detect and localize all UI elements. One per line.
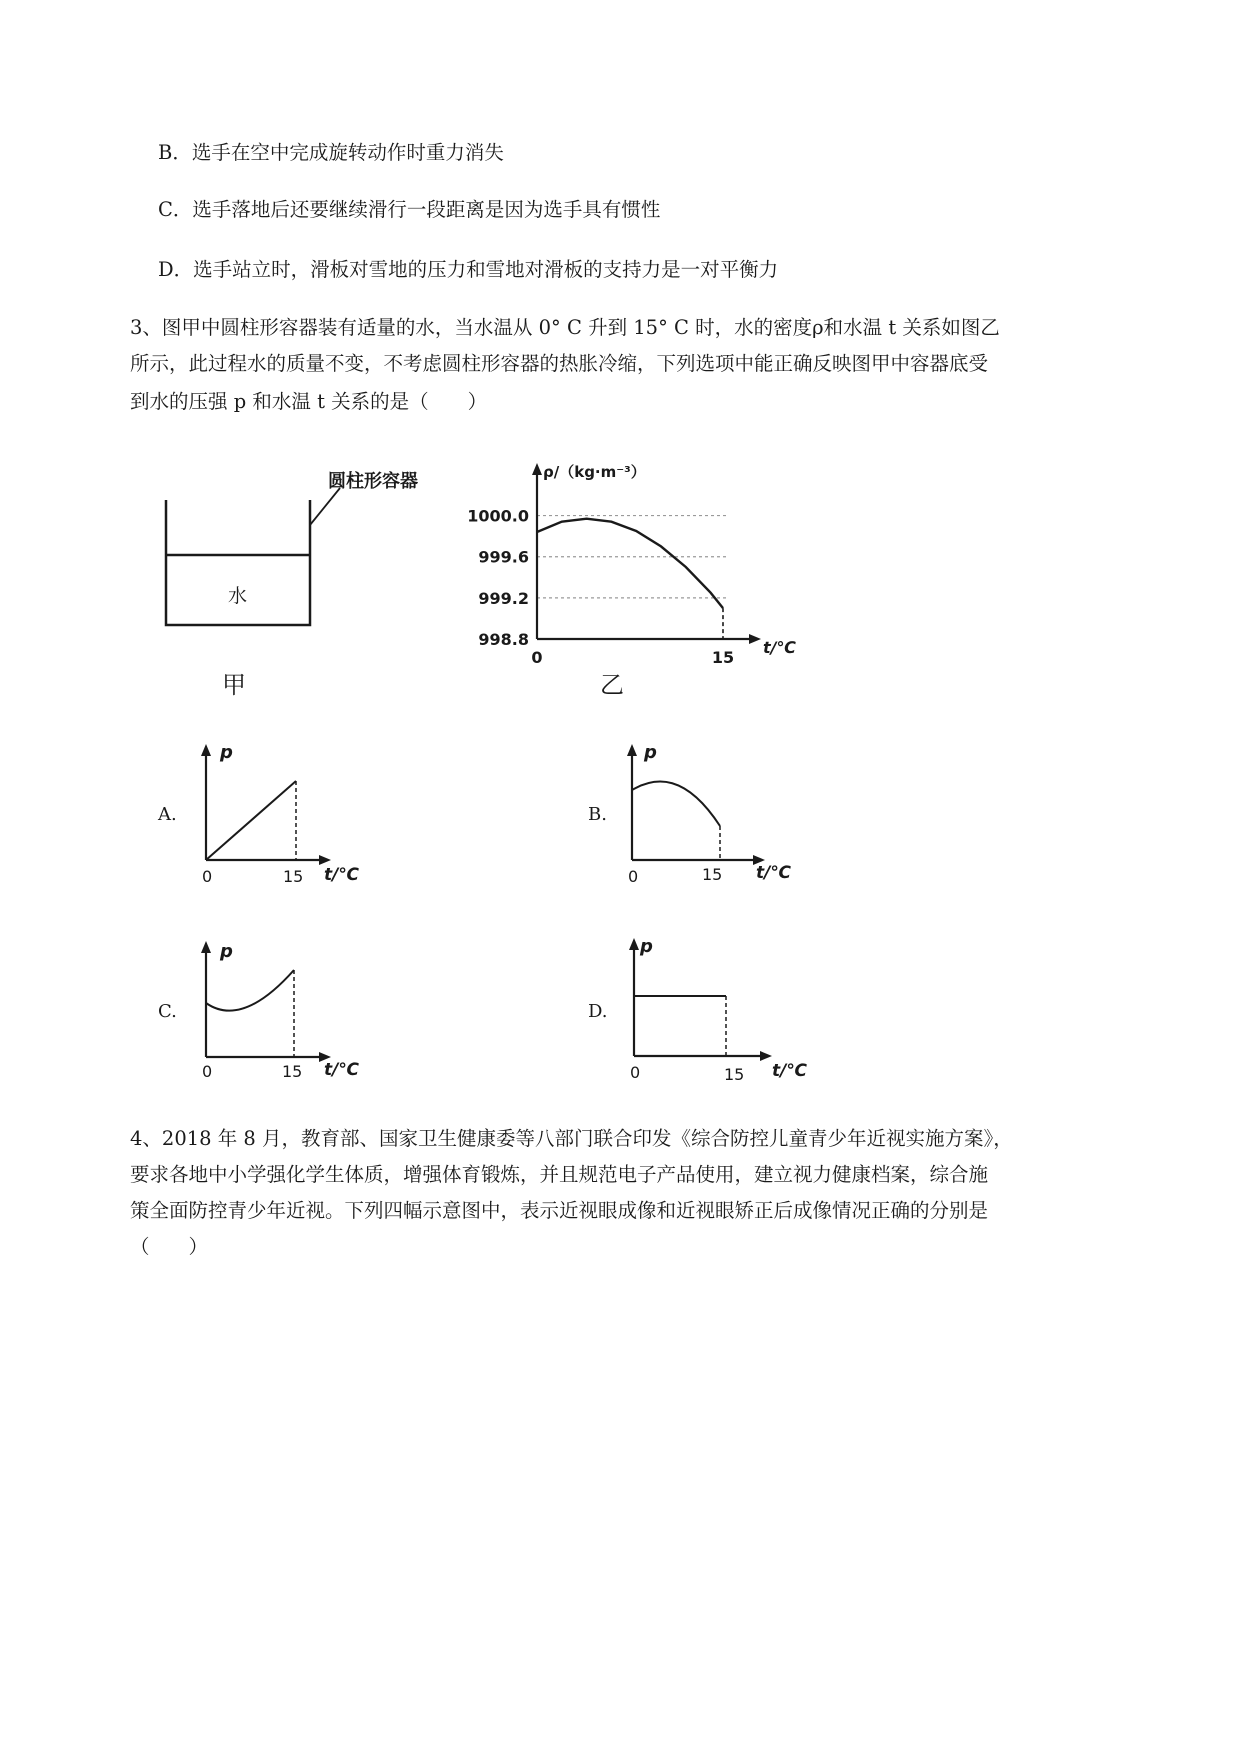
- choice-c-graph[interactable]: [190, 935, 370, 1085]
- y-axis-arrow: [629, 938, 639, 950]
- x-axis-arrow: [319, 855, 331, 865]
- y-tick-label: 999.2: [478, 588, 529, 608]
- y-tick-label: 998.8: [478, 630, 529, 649]
- x-tick-0: 0: [630, 1063, 641, 1082]
- y-axis-arrow: [627, 744, 637, 756]
- x-tick-15: 15: [724, 1065, 745, 1084]
- x-tick-0: 0: [202, 867, 213, 886]
- q4-line-2: 要求各地中小学强化学生体质，增强体育锻炼，并且规范电子产品使用，建立视力健康档案，综合施: [130, 1163, 989, 1186]
- pressure-curve: [632, 782, 720, 826]
- y-axis-arrow: [201, 941, 211, 953]
- x-label: t/℃: [324, 1060, 359, 1080]
- q3-line-3: 到水的压强 p 和水温 t 关系的是（ ）: [130, 390, 488, 413]
- q4-line-3: 策全面防控青少年近视。下列四幅示意图中，表示近视眼成像和近视眼矫正后成像情况正确的分别是: [130, 1199, 989, 1222]
- option-c: C．选手落地后还要继续滑行一段距离是因为选手具有惯性: [158, 198, 661, 221]
- figure-jia-caption: 甲: [222, 671, 246, 699]
- density-curve: [537, 519, 723, 608]
- y-tick-label: 999.6: [478, 547, 529, 567]
- x-tick-15: 15: [282, 1062, 303, 1081]
- chart-grid: [537, 516, 727, 598]
- x-label: t/℃: [756, 863, 791, 883]
- y-tick-labels: [467, 507, 529, 649]
- container-label: 圆柱形容器: [328, 471, 418, 492]
- x-tick-0: 0: [628, 867, 639, 886]
- x-tick-0: 0: [202, 1062, 213, 1081]
- x-axis-arrow: [749, 634, 761, 644]
- pressure-line: [206, 781, 296, 860]
- q3-line-2: 所示，此过程水的质量不变，不考虑圆柱形容器的热胀冷缩，下列选项中能正确反映图甲中容器底受: [130, 352, 989, 375]
- choice-d-label[interactable]: D.: [588, 1001, 608, 1022]
- choice-a-label[interactable]: A.: [158, 804, 177, 825]
- q4-line-1: 4、2018 年 8 月，教育部、国家卫生健康委等八部门联合印发《综合防控儿童青少年近视实施方案》，: [130, 1127, 1013, 1150]
- option-b: B．选手在空中完成旋转动作时重力消失: [158, 141, 504, 164]
- y-axis-arrow: [201, 744, 211, 756]
- q3-line-1: 3、图甲中圆柱形容器装有适量的水，当水温从 0° C 升到 15° C 时，水的密度ρ和水温 t 关系如图乙: [130, 316, 1000, 339]
- x-tick-labels: [531, 648, 734, 667]
- y-label: p: [640, 936, 653, 957]
- figure-jia-container: [150, 460, 450, 640]
- y-label: p: [220, 941, 233, 962]
- figure-yi-caption: 乙: [600, 671, 624, 699]
- x-tick-15: 15: [702, 865, 723, 884]
- label-leader-line: [310, 488, 340, 525]
- figure-yi-density-chart: [465, 455, 815, 675]
- y-label: p: [220, 742, 233, 763]
- q4-line-4: （ ）: [130, 1235, 209, 1258]
- choice-a-graph[interactable]: [190, 738, 370, 888]
- x-label: t/℃: [772, 1061, 807, 1081]
- y-axis-arrow: [532, 463, 542, 475]
- water-label: 水: [228, 585, 248, 607]
- x-tick-label: 0: [531, 648, 543, 667]
- choice-b-label[interactable]: B.: [588, 804, 607, 825]
- y-label: p: [644, 742, 657, 763]
- x-label: t/℃: [324, 865, 359, 885]
- x-axis-label: t/℃: [763, 638, 796, 657]
- x-axis-arrow: [760, 1051, 772, 1061]
- choice-b-graph[interactable]: [616, 738, 796, 888]
- choice-c-label[interactable]: C.: [158, 1001, 177, 1022]
- y-axis-label: ρ/（kg·m⁻³）: [543, 463, 646, 481]
- choice-d-graph[interactable]: [616, 932, 811, 1087]
- option-d: D．选手站立时，滑板对雪地的压力和雪地对滑板的支持力是一对平衡力: [158, 258, 779, 281]
- x-tick-label: 15: [711, 648, 735, 667]
- y-tick-label: 1000.0: [467, 506, 529, 526]
- pressure-curve: [206, 970, 294, 1011]
- x-tick-15: 15: [283, 867, 304, 886]
